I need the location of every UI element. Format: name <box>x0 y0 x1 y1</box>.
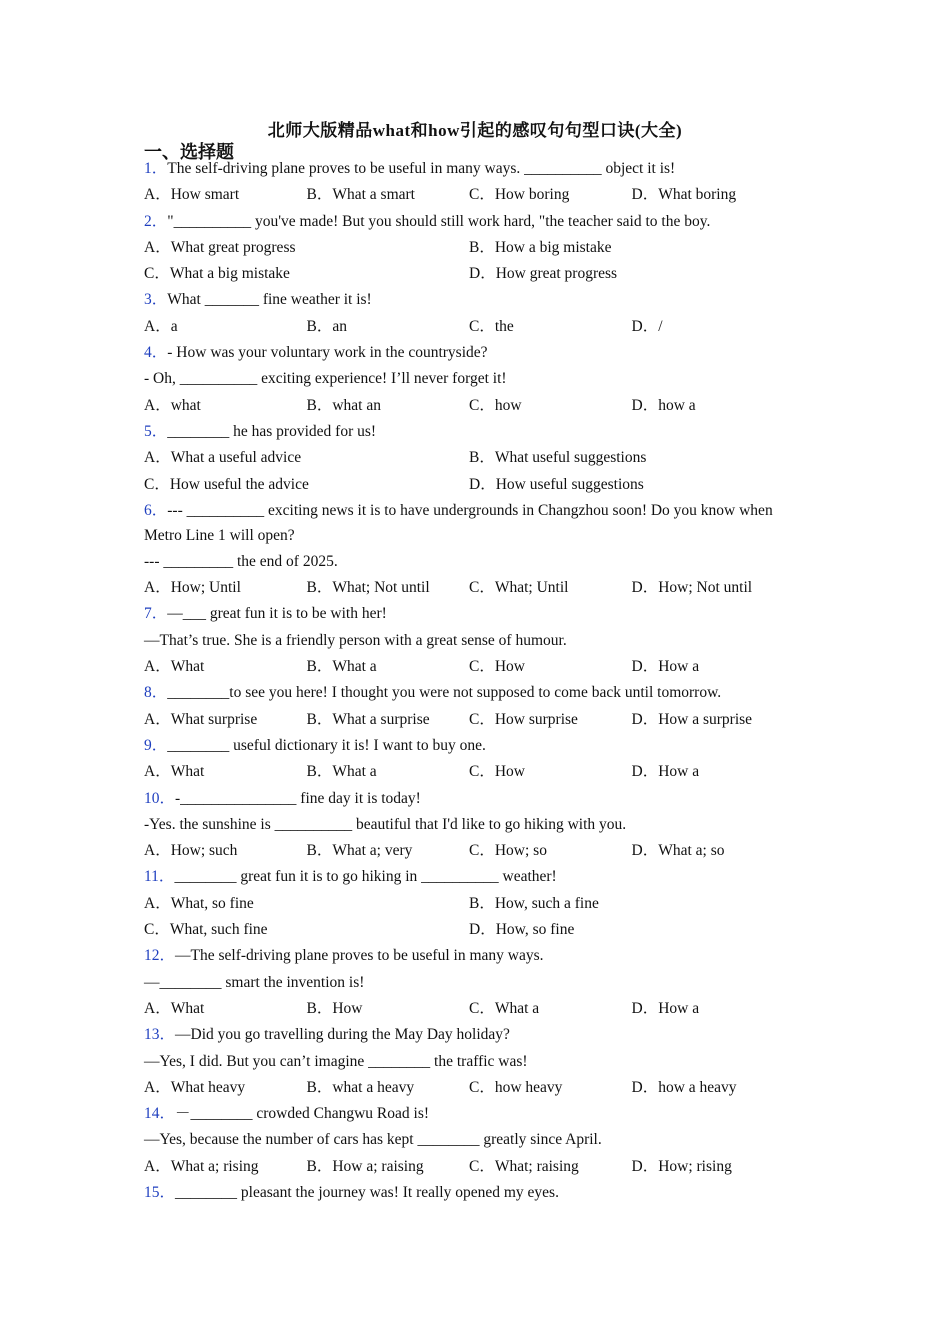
question-text: ________ pleasant the journey was! It really opened my eyes. <box>175 1183 559 1201</box>
document-title: 北师大版精品what和how引起的感叹句句型口诀(大全) <box>267 121 683 140</box>
question-text: The self-driving plane proves to be useful in many ways. __________ object it is! <box>167 160 676 177</box>
question-dialogue-line <box>144 366 794 392</box>
answer-option: B．How a; raising <box>306 1157 424 1175</box>
answer-option: C．What; raising <box>469 1157 579 1175</box>
answer-option: C．What; Until <box>469 579 569 597</box>
answer-option: C．What, such fine <box>144 921 268 939</box>
question-item <box>144 786 794 865</box>
question-number: 13． <box>144 1026 176 1044</box>
option-row <box>144 182 794 208</box>
question-dialogue-line <box>144 812 794 838</box>
question-stem <box>144 1180 794 1206</box>
question-text: —Yes, I did. But you can’t imagine ________ the traffic was! <box>144 1052 528 1070</box>
question-number: 10． <box>144 789 176 807</box>
question-text: ________ he has provided for us! <box>167 422 377 440</box>
question-number: 9． <box>144 736 168 754</box>
answer-option: A．a <box>144 317 178 335</box>
question-stem <box>144 864 794 890</box>
option-row <box>144 707 794 733</box>
answer-option: B．What a; very <box>306 842 413 860</box>
answer-option: A．What heavy <box>144 1078 246 1096</box>
question-text: --- __________ exciting news it is to have undergrounds in Changzhou soon! Do you know when Metro Line 1 will open? <box>144 501 773 544</box>
answer-option: A．What <box>144 999 205 1017</box>
option-row <box>144 235 794 261</box>
answer-option: C．How surprise <box>469 710 578 728</box>
question-item <box>144 156 794 209</box>
answer-option: D．How; Not until <box>631 579 753 597</box>
question-text: -Yes. the sunshine is __________ beautiful that I'd like to go hiking with you. <box>144 815 627 833</box>
answer-option: D．How a <box>631 999 700 1017</box>
question-text: —________ smart the invention is! <box>144 973 365 991</box>
answer-option: A．What <box>144 763 205 781</box>
question-text: —The self-driving plane proves to be useful in many ways. <box>175 947 544 965</box>
question-item <box>144 864 794 943</box>
answer-option: A．What a useful advice <box>144 449 302 467</box>
answer-option: A．What a; rising <box>144 1157 259 1175</box>
answer-option: D．how a <box>631 396 696 414</box>
answer-option: B．What a <box>306 763 377 781</box>
answer-option: B．an <box>306 317 347 335</box>
question-stem <box>144 287 794 313</box>
option-row <box>144 314 794 340</box>
question-text: "__________ you've made! But you should still work hard, "the teacher said to the boy. <box>167 212 711 230</box>
question-number: 2． <box>144 212 168 230</box>
answer-option: A．What great progress <box>144 238 296 256</box>
question-stem <box>144 601 794 627</box>
answer-option: C．how <box>469 396 522 414</box>
question-item <box>144 419 794 498</box>
option-row <box>144 996 794 1022</box>
question-dialogue-line <box>144 970 794 996</box>
question-number: 15． <box>144 1183 176 1201</box>
answer-option: C．How <box>469 658 525 676</box>
answer-option: B．What a smart <box>306 186 415 204</box>
option-row <box>144 1075 794 1101</box>
question-stem <box>144 1101 794 1127</box>
answer-option: D．What boring <box>631 186 737 204</box>
question-text: --- _________ the end of 2025. <box>144 552 338 570</box>
question-item <box>144 498 794 602</box>
question-text: —Yes, because the number of cars has kept ________ greatly since April. <box>144 1131 602 1149</box>
answer-option: D．How useful suggestions <box>469 475 644 493</box>
question-stem <box>144 209 794 235</box>
question-number: 11． <box>144 868 175 886</box>
answer-option: D．What a; so <box>631 842 725 860</box>
question-stem <box>144 1022 794 1048</box>
question-text: —___ great fun it is to be with her! <box>167 605 387 623</box>
question-item <box>144 340 794 419</box>
answer-option: A．what <box>144 396 201 414</box>
answer-option: D．/ <box>631 317 663 335</box>
question-dialogue-line <box>144 549 794 575</box>
answer-option: C．How <box>469 763 525 781</box>
answer-option: B．How <box>306 999 363 1017</box>
question-stem <box>144 340 794 366</box>
question-number: 8． <box>144 684 168 702</box>
question-item <box>144 680 794 733</box>
question-number: 3． <box>144 291 168 309</box>
question-item <box>144 943 794 1022</box>
answer-option: B．What useful suggestions <box>469 449 647 467</box>
answer-option: C．What a big mistake <box>144 265 290 283</box>
question-text: - Oh, __________ exciting experience! I’ll never forget it! <box>144 370 507 388</box>
question-number: 5． <box>144 422 168 440</box>
answer-option: C．What a <box>469 999 540 1017</box>
answer-option: D．How a <box>631 763 700 781</box>
answer-option: C．How; so <box>469 842 547 860</box>
option-row <box>144 759 794 785</box>
option-row <box>144 838 794 864</box>
question-text: What _______ fine weather it is! <box>167 291 372 309</box>
answer-option: D．How great progress <box>469 265 618 283</box>
answer-option: D．How a <box>631 658 700 676</box>
answer-option: D．How; rising <box>631 1157 732 1175</box>
answer-option: C．How useful the advice <box>144 475 309 493</box>
question-item <box>144 1101 794 1180</box>
question-number: 6． <box>144 501 168 519</box>
question-text: ________ useful dictionary it is! I want to buy one. <box>167 736 486 754</box>
question-item <box>144 601 794 680</box>
question-text: －________ crowded Changwu Road is! <box>175 1105 430 1123</box>
answer-option: B．what a heavy <box>306 1078 415 1096</box>
question-text: —Did you go travelling during the May Day holiday? <box>175 1026 510 1044</box>
question-text: -_______________ fine day it is today! <box>175 789 421 807</box>
answer-option: A．How smart <box>144 186 240 204</box>
question-dialogue-line <box>144 1127 794 1153</box>
answer-option: B．what an <box>306 396 381 414</box>
answer-option: A．How; Until <box>144 579 241 597</box>
question-stem <box>144 786 794 812</box>
option-row <box>144 917 794 943</box>
question-number: 14． <box>144 1105 176 1123</box>
question-stem <box>144 943 794 969</box>
answer-option: C．How boring <box>469 186 570 204</box>
question-stem <box>144 419 794 445</box>
answer-option: B．How a big mistake <box>469 238 612 256</box>
option-row <box>144 575 794 601</box>
question-item <box>144 733 794 786</box>
question-item <box>144 1022 794 1101</box>
option-row <box>144 261 794 287</box>
option-row <box>144 654 794 680</box>
question-dialogue-line <box>144 1049 794 1075</box>
question-stem <box>144 498 794 548</box>
section-heading: 一、选择题 <box>144 142 234 162</box>
answer-option: A．What <box>144 658 205 676</box>
answer-option: D．How, so fine <box>469 921 575 939</box>
answer-option: B．What a <box>306 658 377 676</box>
question-stem <box>144 733 794 759</box>
question-item <box>144 209 794 288</box>
question-number: 7． <box>144 605 168 623</box>
question-item <box>144 1180 794 1206</box>
answer-option: B．What; Not until <box>306 579 430 597</box>
question-stem <box>144 680 794 706</box>
answer-option: C．how heavy <box>469 1078 563 1096</box>
question-number: 1． <box>144 160 168 177</box>
question-stem <box>144 156 794 182</box>
option-row <box>144 393 794 419</box>
answer-option: B．What a surprise <box>306 710 430 728</box>
option-row <box>144 891 794 917</box>
question-text: —That’s true. She is a friendly person with a great sense of humour. <box>144 631 567 649</box>
answer-option: A．How; such <box>144 842 238 860</box>
question-item <box>144 287 794 340</box>
option-row <box>144 445 794 471</box>
answer-option: D．how a heavy <box>631 1078 737 1096</box>
answer-option: D．How a surprise <box>631 710 753 728</box>
option-row <box>144 1154 794 1180</box>
question-dialogue-line <box>144 628 794 654</box>
option-row <box>144 472 794 498</box>
answer-option: B．How, such a fine <box>469 894 599 912</box>
answer-option: A．What surprise <box>144 710 258 728</box>
question-text: ________ great fun it is to go hiking in __________ weather! <box>174 868 557 886</box>
question-list <box>144 156 794 1206</box>
question-number: 12． <box>144 947 176 965</box>
answer-option: A．What, so fine <box>144 894 254 912</box>
question-number: 4． <box>144 344 168 362</box>
question-text: ________to see you here! I thought you were not supposed to come back until tomorrow. <box>167 684 722 702</box>
question-text: - How was your voluntary work in the countryside? <box>167 344 488 362</box>
answer-option: C．the <box>469 317 514 335</box>
